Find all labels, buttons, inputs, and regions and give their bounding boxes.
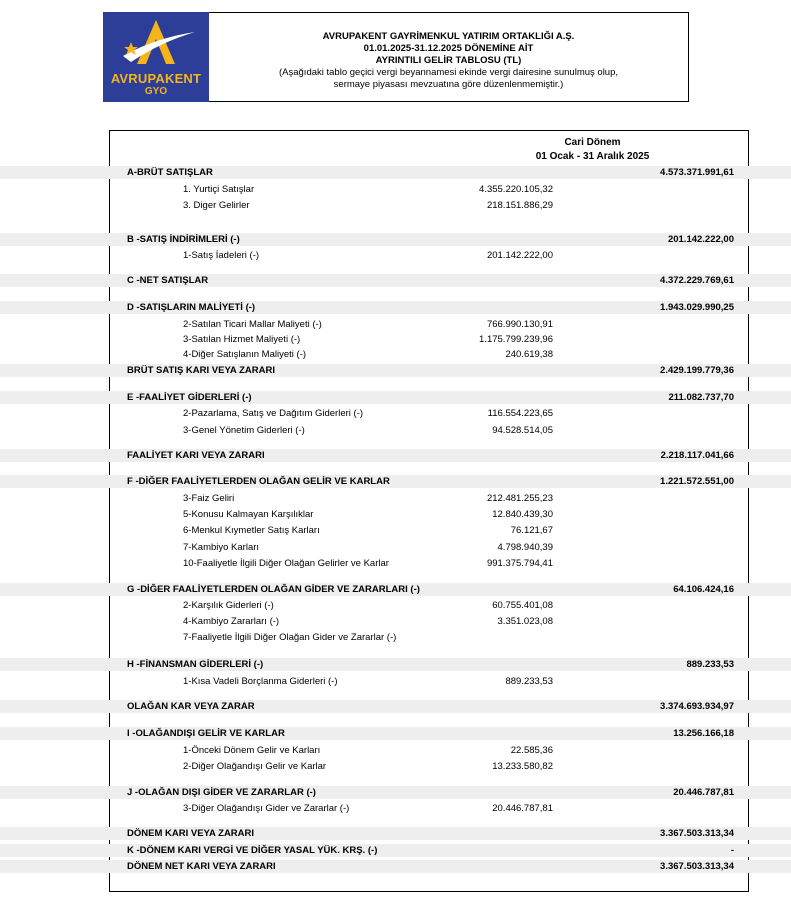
line-item-row xyxy=(0,199,791,212)
section-row xyxy=(0,301,791,314)
item-value: 889.233,53 xyxy=(505,676,553,687)
section-row xyxy=(0,449,791,462)
item-value: 201.142.222,00 xyxy=(486,250,553,261)
item-value: 13.233.580,82 xyxy=(492,761,553,772)
item-value: 3.351.023,08 xyxy=(497,616,553,627)
section-row xyxy=(0,475,791,488)
item-label: 3-Genel Yönetim Giderleri (-) xyxy=(183,425,305,436)
section-total: - xyxy=(730,845,734,856)
item-label: 1-Kısa Vadeli Borçlanma Giderleri (-) xyxy=(183,676,338,687)
section-row xyxy=(0,274,791,287)
line-item-row xyxy=(0,615,791,628)
item-label: 3-Satılan Hizmet Maliyeti (-) xyxy=(183,334,301,345)
item-label: 3. Diger Gelirler xyxy=(183,200,250,211)
section-total: 20.446.787,81 xyxy=(673,787,734,798)
line-item-row xyxy=(0,318,791,331)
section-total: 3.367.503.313,34 xyxy=(660,828,734,839)
item-value: 4.798.940,39 xyxy=(497,542,553,553)
section-label: OLAĞAN KAR VEYA ZARAR xyxy=(127,701,255,712)
section-label: K -DÖNEM KARI VERGİ VE DİĞER YASAL YÜK. KRŞ. (-) xyxy=(127,845,378,856)
header-note-2: sermaye piyasası mevzuatına göre düzenlenmemiştir.) xyxy=(333,79,564,90)
line-item-row xyxy=(0,249,791,262)
section-total: 13.256.166,18 xyxy=(673,728,734,739)
section-label: G -DİĞER FAALİYETLERDEN OLAĞAN GİDER VE ZARARLARI (-) xyxy=(127,584,420,595)
section-row xyxy=(0,658,791,671)
item-label: 1. Yurtiçi Satışlar xyxy=(183,184,255,195)
item-value: 22.585,36 xyxy=(510,745,553,756)
line-item-row xyxy=(0,760,791,773)
item-value: 766.990.130,91 xyxy=(486,319,553,330)
line-item-row xyxy=(0,492,791,505)
section-total: 889.233,53 xyxy=(686,659,734,670)
item-value: 60.755.401,08 xyxy=(492,600,553,611)
section-label: FAALİYET KARI VEYA ZARARI xyxy=(127,450,265,461)
item-label: 3-Faiz Geliri xyxy=(183,493,235,504)
item-label: 5-Konusu Kalmayan Karşılıklar xyxy=(183,509,314,520)
section-total: 3.367.503.313,34 xyxy=(660,861,734,872)
section-row xyxy=(0,860,791,873)
section-label: BRÜT SATIŞ KARI VEYA ZARARI xyxy=(127,365,275,376)
line-item-row xyxy=(0,557,791,570)
section-label: C -NET SATIŞLAR xyxy=(127,275,209,286)
item-value: 991.375.794,41 xyxy=(486,558,553,569)
section-label: E -FAALİYET GİDERLERİ (-) xyxy=(127,392,252,403)
line-item-row xyxy=(0,744,791,757)
section-label: F -DİĞER FAALİYETLERDEN OLAĞAN GELİR VE KARLAR xyxy=(127,476,390,487)
report-header xyxy=(209,12,689,102)
section-label: B -SATIŞ İNDİRİMLERİ (-) xyxy=(127,234,240,245)
section-row xyxy=(0,233,791,246)
section-label: DÖNEM KARI VEYA ZARARI xyxy=(127,828,255,839)
line-item-row xyxy=(0,675,791,688)
item-label: 2-Diğer Olağandışı Gelir ve Karlar xyxy=(183,761,327,772)
header-note-1: (Aşağıdaki tablo geçici vergi beyannamesi ekinde vergi dairesine sunulmuş olup, xyxy=(278,67,619,78)
section-total: 64.106.424,16 xyxy=(673,584,734,595)
item-value: 4.355.220.105,32 xyxy=(479,184,553,195)
section-row xyxy=(0,166,791,179)
section-label: J -OLAĞAN DIŞI GİDER VE ZARARLAR (-) xyxy=(127,787,316,798)
section-total: 3.374.693.934,97 xyxy=(660,701,734,712)
item-value: 218.151.886,29 xyxy=(486,200,553,211)
item-value: 20.446.787,81 xyxy=(492,803,553,814)
line-item-row xyxy=(0,407,791,420)
company-logo xyxy=(103,12,209,102)
item-label: 7-Faaliyetle İlgili Diğer Olağan Gider ve Zararlar (-) xyxy=(183,632,397,643)
item-label: 4-Diğer Satışlanın Maliyeti (-) xyxy=(183,349,307,360)
line-item-row xyxy=(0,541,791,554)
header-company: AVRUPAKENT GAYRİMENKUL YATIRIM ORTAKLIĞI A.Ş. xyxy=(322,31,575,42)
line-item-row xyxy=(0,508,791,521)
logo-a-star-icon xyxy=(103,12,209,72)
line-item-row xyxy=(0,183,791,196)
section-total: 2.218.117.041,66 xyxy=(660,450,734,461)
section-row xyxy=(0,364,791,377)
item-label: 3-Diğer Olağandışı Gider ve Zararlar (-) xyxy=(183,803,350,814)
line-item-row xyxy=(0,599,791,612)
section-row xyxy=(0,786,791,799)
item-value: 94.528.514,05 xyxy=(492,425,553,436)
section-row xyxy=(0,827,791,840)
header-title: AYRINTILI GELİR TABLOSU (TL) xyxy=(375,55,522,66)
item-label: 6-Menkul Kıymetler Satış Karları xyxy=(183,525,320,536)
column-period: 01 Ocak - 31 Aralık 2025 xyxy=(535,151,650,162)
item-value: 76.121,67 xyxy=(510,525,553,536)
section-label: H -FİNANSMAN GİDERLERİ (-) xyxy=(127,659,264,670)
line-item-row xyxy=(0,631,791,644)
section-label: I -OLAĞANDIŞI GELİR VE KARLAR xyxy=(127,728,285,739)
section-row xyxy=(0,844,791,857)
column-title: Cari Dönem xyxy=(564,137,621,148)
section-total: 1.221.572.551,00 xyxy=(660,476,734,487)
section-row xyxy=(0,727,791,740)
section-label: D -SATIŞLARIN MALİYETİ (-) xyxy=(127,302,256,313)
section-row xyxy=(0,583,791,596)
logo-brand-text: AVRUPAKENT xyxy=(110,71,202,86)
item-value: 116.554.223,65 xyxy=(487,408,553,419)
header-period: 01.01.2025-31.12.2025 DÖNEMİNE AİT xyxy=(363,43,534,54)
item-value: 212.481.255,23 xyxy=(486,493,553,504)
item-label: 1-Satış İadeleri (-) xyxy=(183,250,260,261)
item-label: 7-Kambiyo Karları xyxy=(183,542,260,553)
item-value: 240.619,38 xyxy=(505,349,553,360)
item-label: 2-Pazarlama, Satış ve Dağıtım Giderleri (-) xyxy=(183,408,364,419)
logo-sub-text: GYO xyxy=(144,86,168,97)
line-item-row xyxy=(0,802,791,815)
line-item-row xyxy=(0,348,791,361)
section-label: DÖNEM NET KARI VEYA ZARARI xyxy=(127,861,276,872)
item-label: 1-Önceki Dönem Gelir ve Karları xyxy=(183,745,321,756)
line-item-row xyxy=(0,333,791,346)
section-row xyxy=(0,391,791,404)
section-total: 211.082.737,70 xyxy=(668,392,734,403)
section-total: 2.429.199.779,36 xyxy=(660,365,734,376)
section-total: 201.142.222,00 xyxy=(667,234,734,245)
line-item-row xyxy=(0,424,791,437)
item-label: 4-Kambiyo Zararları (-) xyxy=(183,616,280,627)
section-total: 1.943.029.990,25 xyxy=(660,302,734,313)
item-value: 12.840.439,30 xyxy=(492,509,553,520)
section-total: 4.573.371.991,61 xyxy=(660,167,734,178)
item-label: 10-Faaliyetle İlgili Diğer Olağan Gelirler ve Karlar xyxy=(183,558,389,569)
section-row xyxy=(0,700,791,713)
line-item-row xyxy=(0,524,791,537)
section-total: 4.372.229.769,61 xyxy=(660,275,734,286)
section-label: A-BRÜT SATIŞLAR xyxy=(127,167,213,178)
item-label: 2-Karşılık Giderleri (-) xyxy=(183,600,274,611)
item-value: 1.175.799.239,96 xyxy=(479,334,553,345)
item-label: 2-Satılan Ticari Mallar Maliyeti (-) xyxy=(183,319,322,330)
